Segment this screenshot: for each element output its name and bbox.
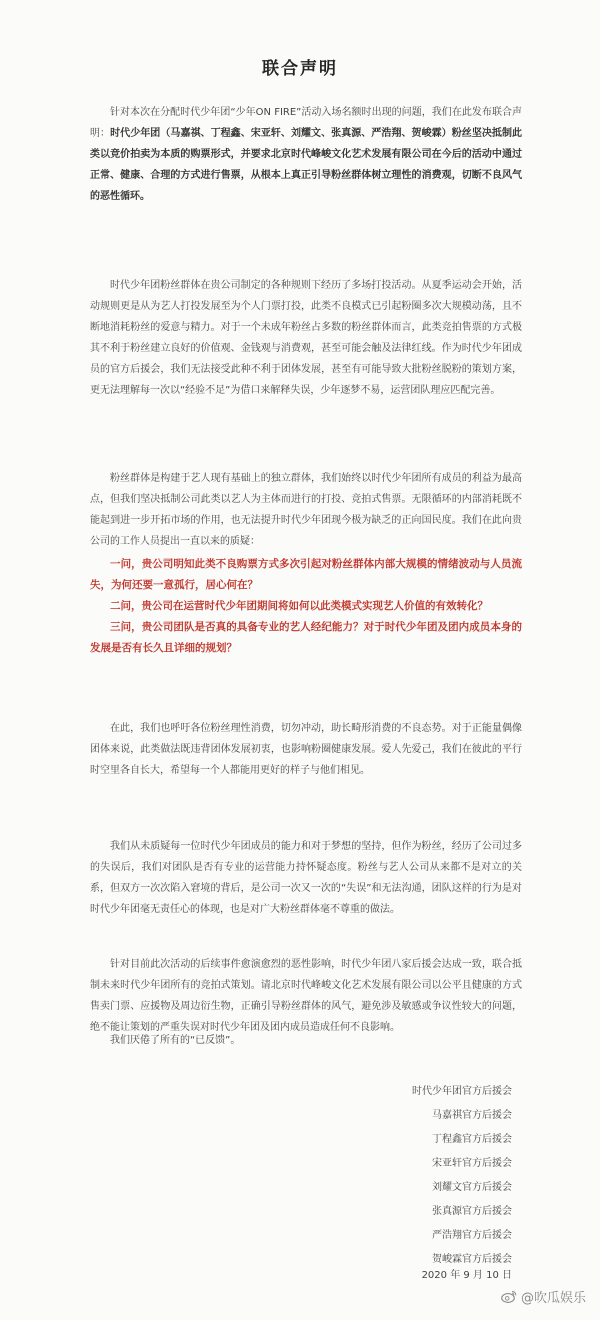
signature-1: 马嘉祺官方后援会 (432, 1110, 512, 1121)
paragraph-2: 时代少年团粉丝群体在贵公司制定的各种规则下经历了多场打投活动。从夏季运动会开始，活动规则更是从为艺人打投发展至为个人门票打投，此类不良模式已引起粉圈多次大规模动荡，且不断地消耗粉丝的爱意与精力。对于一个未成年粉丝占多数的粉丝群体而言，此类竞拍售票的方式极其不利于粉丝建立良好的价值观、金钱观与消费观，甚至可能会触及法律红线。作为时代少年团成员的官方后援会，我们无法接受此种不利于团体发展，甚至有可能导致大批粉丝脱粉的策划方案，更无法理解每一次以“经验不足”为借口来解释失误，少年逐梦不易，运营团队理应匹配完善。 (90, 280, 522, 396)
signature-2: 丁程鑫官方后援会 (432, 1134, 512, 1145)
paragraph-1-bold: 时代少年团（马嘉祺、丁程鑫、宋亚轩、刘耀文、张真源、严浩翔、贺峻霖）粉丝坚决抵制此类以竞价拍卖为本质的购票形式，并要求北京时代峰峻文化艺术发展有限公司在今后的活动中通过正常、健康、合理的方式进行售票，从根本上真正引导粉丝群体树立理性的消费观，切断不良风气的恶性循环。 (90, 128, 523, 202)
signature-6: 严浩翔官方后援会 (432, 1230, 512, 1241)
page-title: 联合声明 (262, 59, 338, 79)
paragraph-3: 粉丝群体是构建于艺人现有基础上的独立群体，我们始终以时代少年团所有成员的利益为最高点，但我们坚决抵制公司此类以艺人为主体而进行的打投、竞拍式售票。无限循环的内部消耗既不能起到进一步开拓市场的作用，也无法提升时代少年团现今极为缺乏的正向国民度。我们在此向贵公司的工作人员提出一直以来的质疑： (90, 473, 522, 547)
question-2: 二问，贵公司在运营时代少年团期间将如何以此类模式实现艺人价值的有效转化？ (110, 600, 488, 612)
paragraph-6: 针对目前此次活动的后续事件愈演愈烈的恶性影响，时代少年团八家后援会达成一致，联合抵制未来时代少年团所有的竞拍式策划。请北京时代峰峻文化艺术发展有限公司以公平且健康的方式售卖门票、应援物及周边衍生物，正确引导粉丝群体的风气，避免涉及敏感或争议性较大的问题，绝不能让策划的严重失误对时代少年团及团内成员造成任何不良影响。 (90, 959, 522, 1033)
signature-4: 刘耀文官方后援会 (432, 1182, 512, 1193)
paragraph-5: 我们从未质疑每一位时代少年团成员的能力和对于梦想的坚持，但作为粉丝，经历了公司过多的失误后，我们对团队是否有专业的运营能力持怀疑态度。粉丝与艺人公司从来都不是对立的关系，但双方一次次陷入窘境的背后，是公司一次又一次的“失误”和无法沟通，团队这样的行为是对时代少年团毫无责任心的体现，也是对广大粉丝群体毫不尊重的做法。 (90, 841, 522, 915)
question-1: 一问，贵公司明知此类不良购票方式多次引起对粉丝群体内部大规模的情绪波动与人员流失，为何还要一意孤行，居心何在？ (90, 558, 522, 591)
paragraph-1 (90, 102, 522, 207)
date: 2020 年 9 月 10 日 (421, 1270, 512, 1281)
question-3: 三问，贵公司团队是否真的具备专业的艺人经纪能力？对于时代少年团及团内成员本身的发展是否有长久且详细的规划？ (90, 621, 522, 654)
signature-3: 宋亚轩官方后援会 (432, 1158, 512, 1169)
paragraph-1-intro: 针对本次在分配时代少年团“少年ON FIRE”活动入场名额时出现的问题，我们在此发布联合声明： (90, 107, 522, 139)
weibo-icon (501, 1290, 517, 1303)
signature-5: 张真源官方后援会 (432, 1206, 512, 1217)
signature-7: 贺峻霖官方后援会 (432, 1254, 512, 1265)
watermark-text: @吹瓜娱乐 (520, 1291, 586, 1306)
signature-0: 时代少年团官方后援会 (412, 1086, 512, 1097)
paragraph-7: 我们厌倦了所有的“已反馈”。 (110, 1035, 241, 1046)
watermark (501, 1287, 586, 1306)
paragraph-4: 在此，我们也呼吁各位粉丝理性消费，切勿冲动，助长畸形消费的不良态势。对于正能量偶像团体来说，此类做法既违背团体发展初衷，也影响粉圈健康发展。爱人先爱己，我们在彼此的平行时空里各自长大，希望每一个人都能用更好的样子与他们相见。 (90, 723, 522, 776)
